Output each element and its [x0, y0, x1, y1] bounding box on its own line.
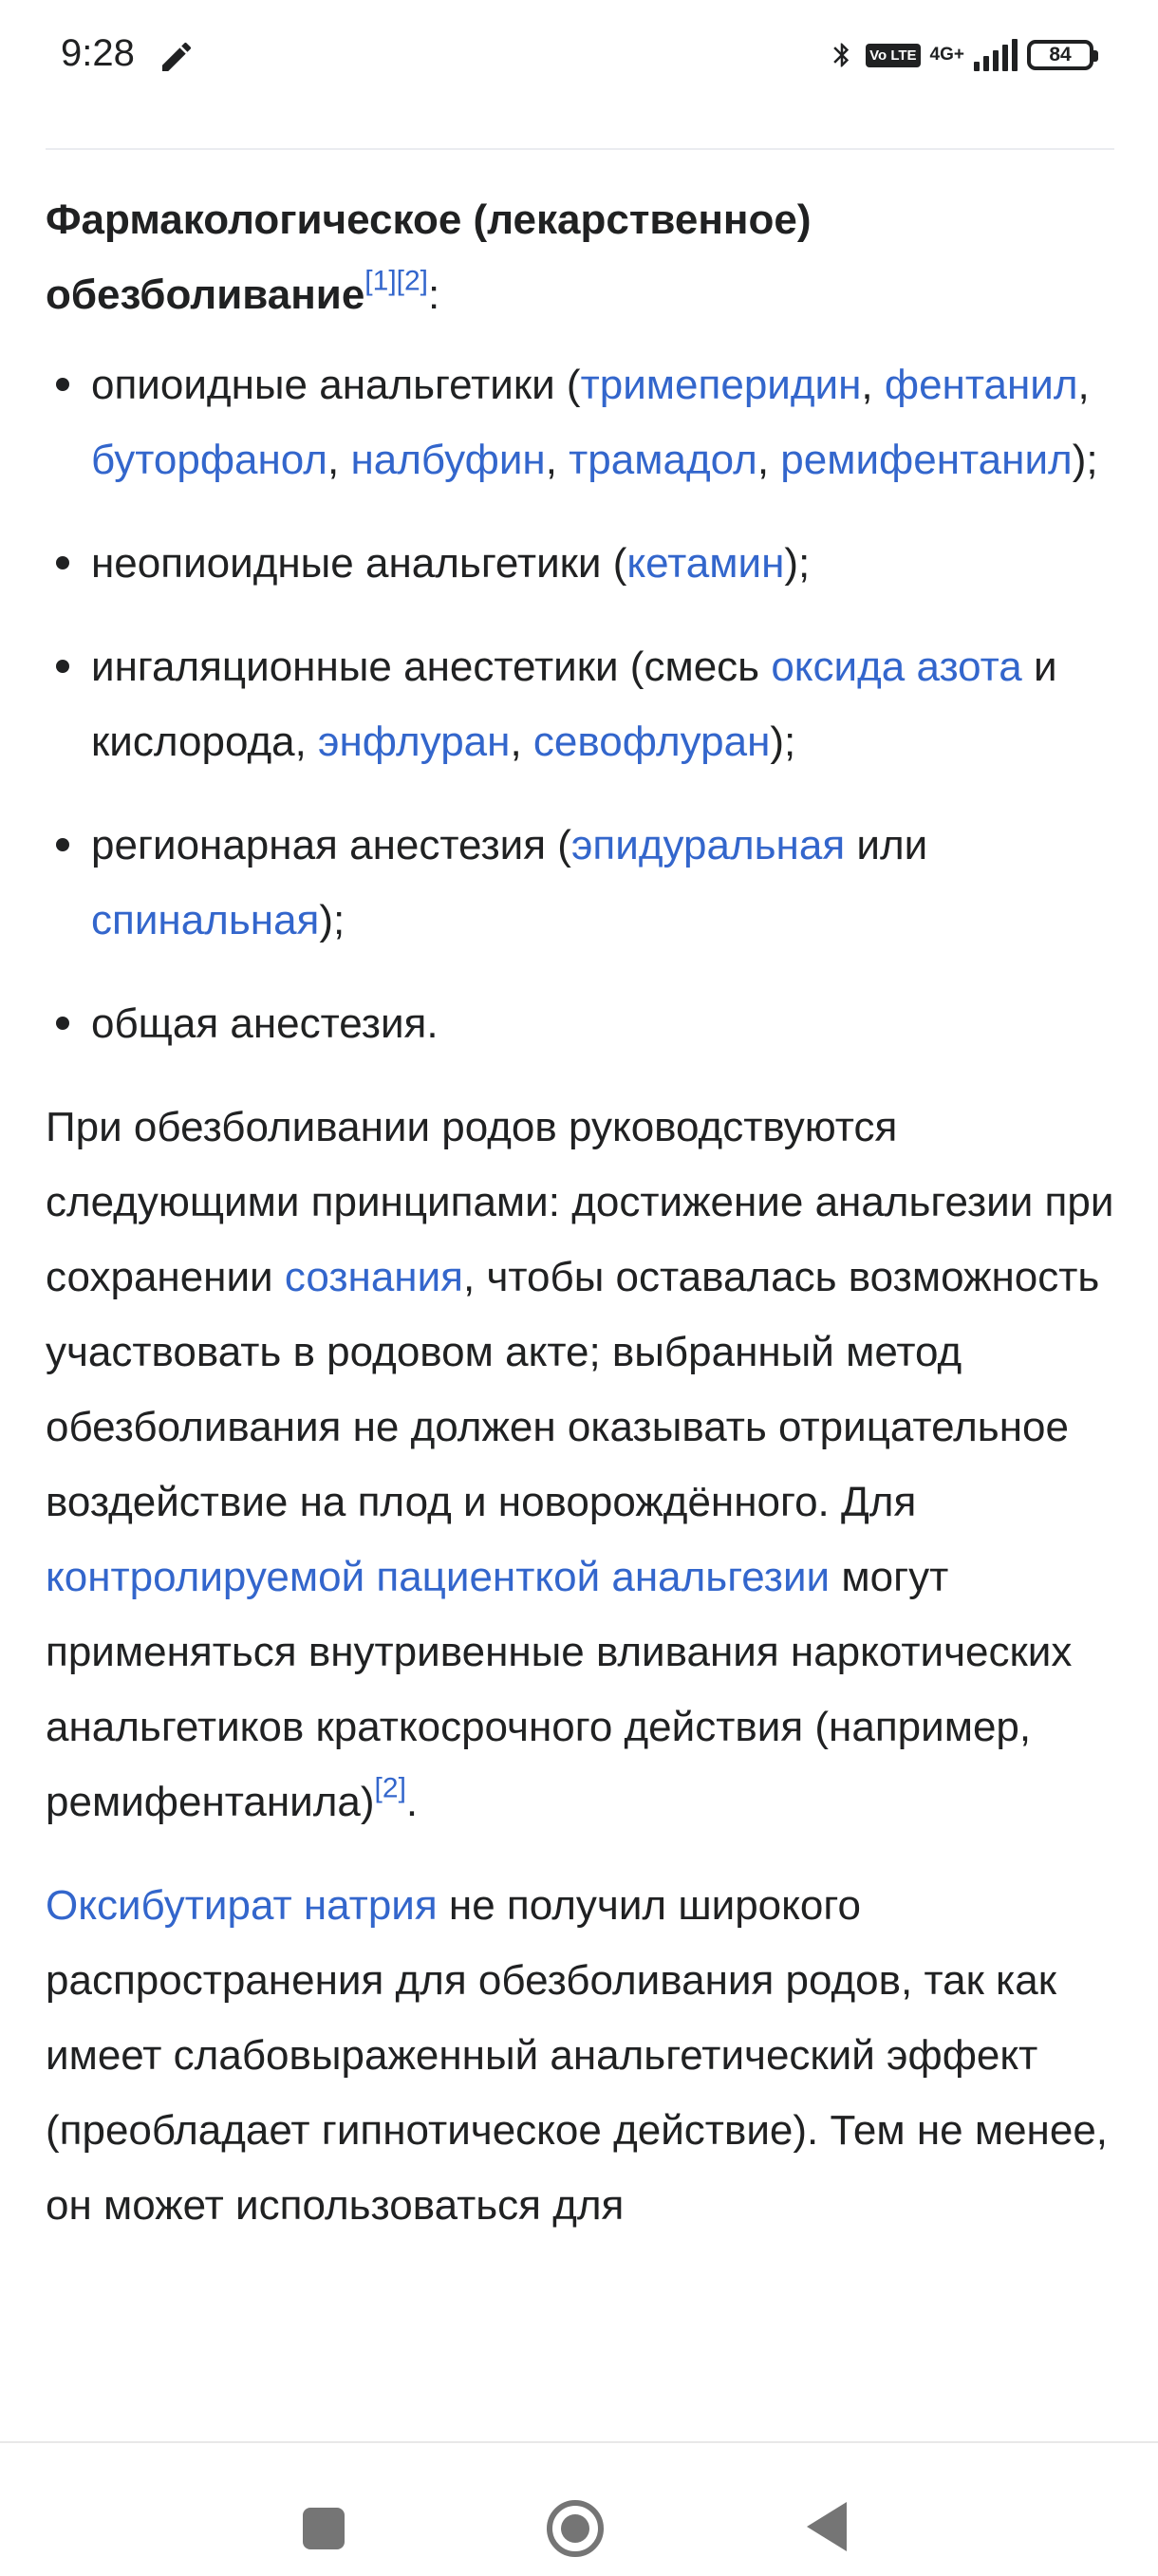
link-epidural[interactable]: эпидуральная	[570, 822, 846, 868]
link-consciousness[interactable]: сознания	[284, 1254, 463, 1300]
link-sevoflurane[interactable]: севофлуран	[532, 719, 771, 765]
link-fentanyl[interactable]: фентанил	[884, 362, 1078, 408]
volte-icon: Vo LTE	[866, 44, 920, 67]
link-trimeperidine[interactable]: тримеперидин	[580, 362, 862, 408]
status-icons	[828, 30, 1093, 80]
navigation-bar	[0, 2441, 1158, 2576]
list-item: ингаляционные анестетики (смесь оксида азота и кислорода, энфлуран, севофлуран);	[91, 629, 1118, 779]
link-nalbuphine[interactable]: налбуфин	[350, 437, 546, 483]
list-item: неопиоидные анальгетики (кетамин);	[91, 526, 1118, 601]
anesthesia-list	[46, 347, 1118, 1061]
reference-link-1[interactable]: [1]	[364, 265, 397, 297]
signal-icon	[974, 39, 1018, 71]
recents-square-icon[interactable]	[303, 2508, 345, 2549]
link-ketamine[interactable]: кетамин	[626, 540, 785, 587]
battery-level: 84	[1049, 44, 1072, 65]
status-time: 9:28	[61, 32, 135, 74]
battery-icon	[1027, 40, 1093, 70]
pencil-icon	[158, 38, 196, 76]
link-remifentanil[interactable]: ремифентанил	[780, 437, 1073, 483]
list-item: общая анестезия.	[91, 986, 1118, 1061]
article-content	[46, 182, 1118, 2271]
home-circle-icon[interactable]	[547, 2500, 604, 2557]
paragraph-sodium-oxybate: Оксибутират натрия не получил широкого распространения для обезболивания родов, так как имеет слабовыраженный анальгетический эффект (преобладает гипнотическое действие). Тем не менее, он может использоваться для	[46, 1882, 1109, 2229]
list-item: регионарная анестезия (эпидуральная или спинальная);	[91, 808, 1118, 958]
paragraph-principles: При обезболивании родов руководствуются следующими принципами: достижение анальгезии при сохранении сознания, чтобы оставалась возможность участвовать в родовом акте; выбранный метод обезболивания не должен оказывать отрицательное воздействие на плод и новорождённого. Для контролируемой пациенткой анальгезии могут применяться внутривенные вливания наркотических анальгетиков краткосрочного действия (например, ремифентанила)[2].	[46, 1104, 1114, 1825]
link-tramadol[interactable]: трамадол	[569, 437, 757, 483]
list-item: опиоидные анальгетики (тримеперидин, фентанил, буторфанол, налбуфин, трамадол, ремифентанил);	[91, 347, 1118, 497]
bluetooth-icon	[828, 34, 856, 76]
network-type: 4G+	[929, 45, 964, 65]
link-patient-controlled-analgesia[interactable]: контролируемой пациенткой анальгезии	[46, 1554, 831, 1600]
link-butorphanol[interactable]: буторфанол	[91, 437, 327, 483]
reference-link-2[interactable]: [2]	[396, 265, 429, 297]
section-heading: Фармакологическое (лекарственное) обезболивание[1][2]:	[46, 196, 812, 318]
top-divider	[46, 148, 1114, 150]
back-triangle-icon[interactable]	[807, 2502, 847, 2551]
link-enflurane[interactable]: энфлуран	[318, 719, 511, 765]
link-spinal[interactable]: спинальная	[91, 897, 320, 943]
link-nitrous-oxide[interactable]: оксида азота	[771, 644, 1022, 690]
link-sodium-oxybate[interactable]: Оксибутират натрия	[46, 1882, 438, 1929]
reference-link-2b[interactable]: [2]	[374, 1772, 406, 1804]
status-bar	[0, 0, 1158, 114]
